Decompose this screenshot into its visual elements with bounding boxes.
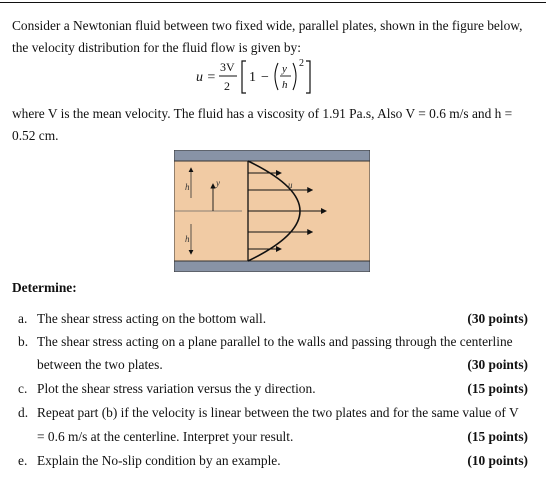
intro-line-2: the velocity distribution for the fluid flow is given by: <box>12 40 301 55</box>
flow-figure <box>174 150 370 272</box>
equation-lhs: u = <box>196 70 216 85</box>
question-d-points: (15 points) <box>467 429 528 444</box>
question-d-text: Repeat part (b) if the velocity is linear between the two plates and for the same value of V <box>37 405 519 420</box>
right-paren <box>293 63 296 90</box>
question-c-letter: c. <box>18 381 28 396</box>
label-y: y <box>216 178 220 188</box>
bottom-plate <box>174 261 370 272</box>
frac-denominator: h <box>282 79 288 91</box>
determine-heading: Determine: <box>12 280 77 295</box>
question-b-text-2: between the two plates. <box>37 357 163 372</box>
equation-minus: − <box>261 70 269 85</box>
left-bracket <box>242 61 246 93</box>
question-e-letter: e. <box>18 453 28 468</box>
equation-one: 1 <box>249 70 256 85</box>
intro-line-1: Consider a Newtonian fluid between two fixed wide, parallel plates, shown in the figure below, <box>12 18 523 33</box>
frac-numerator: y <box>282 63 287 75</box>
velocity-equation <box>196 55 356 99</box>
question-a-letter: a. <box>18 311 28 326</box>
left-paren <box>275 63 278 90</box>
question-c-points: (15 points) <box>467 381 528 396</box>
equation-numerator: 3V <box>220 60 235 74</box>
question-b-text: The shear stress acting on a plane parallel to the walls and passing through the centerline <box>37 334 513 349</box>
top-rule <box>0 2 546 3</box>
question-d-text-2: = 0.6 m/s at the centerline. Interpret your result. <box>37 429 294 444</box>
question-a-text: The shear stress acting on the bottom wall. <box>37 311 267 326</box>
label-h-bottom: h <box>185 234 190 244</box>
where-line-1: where V is the mean velocity. The fluid has a viscosity of 1.91 Pa.s, Also V = 0.6 m/s and h = <box>12 106 513 121</box>
label-u: u <box>288 180 293 190</box>
question-e-points: (10 points) <box>467 453 528 468</box>
question-d-letter: d. <box>18 405 29 420</box>
equation-exponent: 2 <box>299 58 304 69</box>
question-e-text: Explain the No-slip condition by an example. <box>37 453 281 468</box>
where-line-2: 0.52 cm. <box>12 128 59 143</box>
right-bracket <box>306 61 310 93</box>
question-b-letter: b. <box>18 334 29 349</box>
equation-denominator: 2 <box>224 79 230 93</box>
question-b-points: (30 points) <box>467 357 528 372</box>
question-a-points: (30 points) <box>467 311 528 326</box>
question-c-text: Plot the shear stress variation versus the y direction. <box>37 381 316 396</box>
top-plate <box>174 150 370 161</box>
label-h-top: h <box>185 182 190 192</box>
